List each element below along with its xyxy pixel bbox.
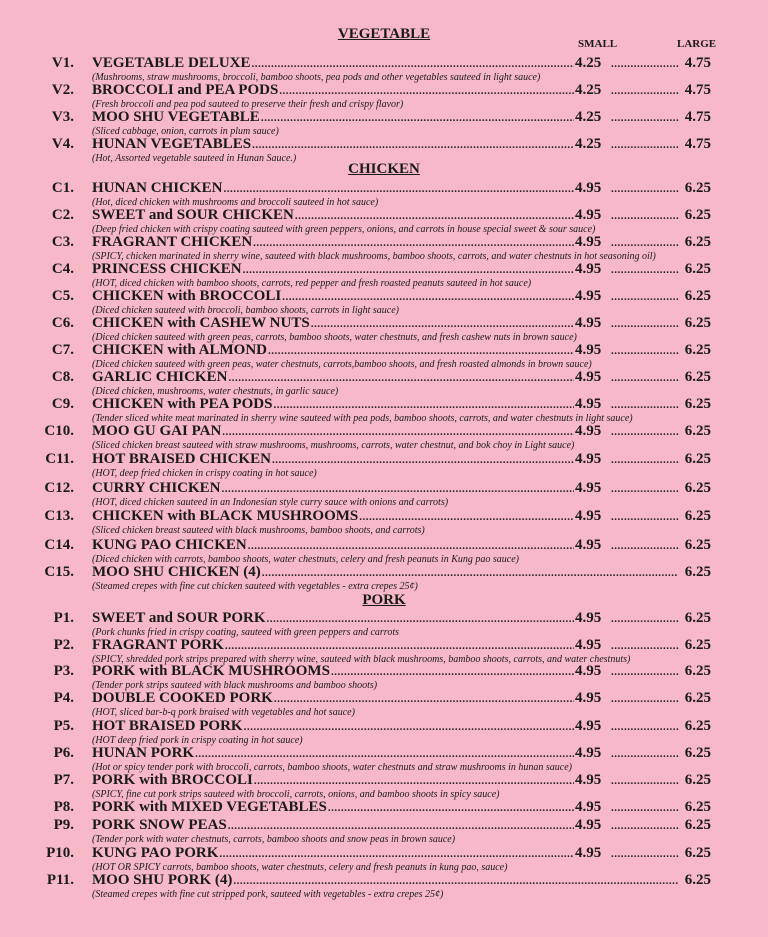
section-title: CHICKEN <box>348 161 420 177</box>
small-price: 4.95 <box>575 369 602 385</box>
item-code: P8. <box>53 799 74 815</box>
item-name: CURRY CHICKEN <box>92 480 221 496</box>
dot-leader <box>611 483 679 495</box>
item-row <box>92 369 711 386</box>
small-price: 4.95 <box>575 207 602 223</box>
small-price: 4.95 <box>575 637 602 653</box>
small-price: 4.95 <box>575 342 602 358</box>
item-description: (Sliced chicken breast sauteed with straw mushrooms, mushrooms, carrots, water chestnut, and bok choy in Light sauce) <box>92 440 575 451</box>
item-name: FRAGRANT PORK <box>92 637 224 653</box>
large-price: 6.25 <box>684 315 711 331</box>
item-name: HUNAN CHICKEN <box>92 180 223 196</box>
item-code: P4. <box>53 690 74 706</box>
large-price: 6.25 <box>684 480 711 496</box>
item-description: (Diced chicken with carrots, bamboo shoots, water chestnuts, celery and fresh peanuts in Kung pao sauce) <box>92 554 519 565</box>
large-price: 6.25 <box>684 564 711 580</box>
item-description: (Mushrooms, straw mushrooms, broccoli, bamboo shoots, pea pods and other vegetables sauteed in light sauce) <box>92 72 541 83</box>
item-name: CHICKEN with ALMOND <box>92 342 268 358</box>
large-price: 6.25 <box>684 872 711 888</box>
item-row <box>92 772 711 789</box>
large-price: 4.75 <box>684 136 711 152</box>
dot-leader <box>267 613 574 625</box>
dot-leader <box>611 210 679 222</box>
dot-leader <box>311 318 574 330</box>
item-description: (HOT, deep fried chicken in crispy coating in hot sauce) <box>92 468 317 479</box>
large-price: 6.25 <box>684 508 711 524</box>
item-code: P5. <box>53 718 74 734</box>
dot-leader <box>243 264 574 276</box>
dot-leader <box>611 721 679 733</box>
item-code: P3. <box>53 663 74 679</box>
item-code: P10. <box>46 845 74 861</box>
dot-leader <box>331 666 574 678</box>
large-price: 6.25 <box>684 845 711 861</box>
item-row <box>92 480 711 497</box>
item-code: V4. <box>51 136 74 152</box>
item-row <box>92 845 711 862</box>
item-description: (Pork chunks fried in crispy coating, sauteed with green peppers and carrots <box>92 627 399 638</box>
small-price: 4.95 <box>575 745 602 761</box>
item-row <box>92 451 711 468</box>
large-price: 6.25 <box>684 288 711 304</box>
small-price: 4.95 <box>575 480 602 496</box>
item-description: (SPICY, chicken marinated in sherry wine, sauteed with black mushrooms, bamboo shoots, carrots, and water chestnuts in hot seasoning oil) <box>92 251 656 262</box>
item-description: (Hot, Assorted vegetable sauteed in Hunan Sauce.) <box>92 153 297 164</box>
item-code: P9. <box>53 817 74 833</box>
large-price: 6.25 <box>684 207 711 223</box>
dot-leader <box>611 291 679 303</box>
dot-leader <box>225 640 574 652</box>
large-price: 6.25 <box>684 537 711 553</box>
dot-leader <box>611 802 679 814</box>
small-price: 4.95 <box>575 508 602 524</box>
item-name: CHICKEN with BLACK MUSHROOMS <box>92 508 359 524</box>
item-row <box>92 718 711 735</box>
item-row <box>92 690 711 707</box>
large-price: 6.25 <box>684 690 711 706</box>
item-code: P11. <box>46 872 74 888</box>
item-code: P6. <box>53 745 74 761</box>
dot-leader <box>611 264 679 276</box>
item-name: FRAGRANT CHICKEN <box>92 234 253 250</box>
dot-leader <box>611 426 679 438</box>
small-price: 4.95 <box>575 772 602 788</box>
item-name: MOO SHU CHICKEN (4) <box>92 564 261 580</box>
item-code: V1. <box>51 55 74 71</box>
item-code: C4. <box>51 261 74 277</box>
dot-leader <box>611 372 679 384</box>
dot-leader <box>611 820 679 832</box>
item-name: PORK SNOW PEAS <box>92 817 227 833</box>
item-name: HOT BRAISED CHICKEN <box>92 451 271 467</box>
small-price: 4.95 <box>575 845 602 861</box>
dot-leader <box>611 693 679 705</box>
dot-leader <box>262 567 678 579</box>
large-price: 6.25 <box>684 369 711 385</box>
item-name: HUNAN VEGETABLES <box>92 136 252 152</box>
small-price: 4.95 <box>575 537 602 553</box>
item-row <box>92 799 711 816</box>
item-name: KUNG PAO CHICKEN <box>92 537 247 553</box>
small-price: 4.95 <box>575 396 602 412</box>
item-code: C7. <box>51 342 74 358</box>
item-name: CHICKEN with BROCCOLI <box>92 288 282 304</box>
dot-leader <box>611 454 679 466</box>
small-price: 4.95 <box>575 718 602 734</box>
item-row <box>92 745 711 762</box>
item-name: SWEET and SOUR CHICKEN <box>92 207 294 223</box>
dot-leader <box>611 748 679 760</box>
large-price: 4.75 <box>684 82 711 98</box>
dot-leader <box>244 721 574 733</box>
dot-leader <box>219 848 574 860</box>
item-description: (Diced chicken sauteed with green peas, carrots, bamboo shoots, water chestnuts, and fresh cashew nuts in brown sauce) <box>92 332 577 343</box>
dot-leader <box>611 399 679 411</box>
small-price: 4.95 <box>575 663 602 679</box>
large-price: 6.25 <box>684 817 711 833</box>
dot-leader <box>328 802 574 814</box>
item-name: PORK with MIXED VEGETABLES <box>92 799 327 815</box>
item-row <box>92 872 711 889</box>
small-price: 4.95 <box>575 180 602 196</box>
item-row <box>92 207 711 224</box>
item-code: C12. <box>44 480 74 496</box>
item-description: (HOT, sliced bar-b-q pork braised with vegetables and hot sauce) <box>92 707 355 718</box>
dot-leader <box>261 112 574 124</box>
dot-leader <box>611 112 679 124</box>
large-price: 6.25 <box>684 772 711 788</box>
large-price: 6.25 <box>684 610 711 626</box>
dot-leader <box>611 613 679 625</box>
item-name: KUNG PAO PORK <box>92 845 219 861</box>
item-code: C8. <box>51 369 74 385</box>
item-row <box>92 396 711 413</box>
item-description: (Steamed crepes with fine cut chicken sauteed with vegetables - extra crepes 25¢) <box>92 581 418 592</box>
item-row <box>92 261 711 278</box>
large-price: 6.25 <box>684 718 711 734</box>
item-description: (Fresh broccoli and pea pod sauteed to preserve their fresh and crispy flavor) <box>92 99 404 110</box>
small-column-header: SMALL <box>578 38 618 50</box>
item-code: P1. <box>53 610 74 626</box>
item-row <box>92 610 711 627</box>
item-description: (Tender pork strips sauteed with black mushrooms and bamboo shoots) <box>92 680 378 691</box>
item-row <box>92 537 711 554</box>
dot-leader <box>611 345 679 357</box>
section-title: PORK <box>362 592 406 608</box>
dot-leader <box>611 85 679 97</box>
item-description: (Steamed crepes with fine cut stripped pork, sauteed with vegetables - extra crepes 25¢) <box>92 889 444 900</box>
large-column-header: LARGE <box>677 38 717 50</box>
item-row <box>92 136 711 153</box>
item-description: (HOT, diced chicken with bamboo shoots, carrots, red pepper and fresh roasted peanuts sauteed in hot sauce) <box>92 278 532 289</box>
section-title: VEGETABLE <box>337 26 431 42</box>
dot-leader <box>228 372 574 384</box>
dot-leader <box>195 748 574 760</box>
small-price: 4.95 <box>575 288 602 304</box>
item-code: P7. <box>53 772 74 788</box>
item-row <box>92 508 711 525</box>
item-name: VEGETABLE DELUXE <box>92 55 251 71</box>
item-name: CHICKEN with PEA PODS <box>92 396 273 412</box>
item-code: C10. <box>44 423 74 439</box>
small-price: 4.25 <box>575 82 602 98</box>
dot-leader <box>611 540 679 552</box>
dot-leader <box>295 210 574 222</box>
item-description: (HOT OR SPICY carrots, bamboo shoots, water chestnuts, celery and fresh peanuts in kung pao, sauce) <box>92 862 508 873</box>
item-row <box>92 817 711 834</box>
item-row <box>92 637 711 654</box>
item-code: C2. <box>51 207 74 223</box>
dot-leader <box>611 640 679 652</box>
large-price: 6.25 <box>684 261 711 277</box>
item-description: (Sliced cabbage, onion, carrots in plum sauce) <box>92 126 279 137</box>
dot-leader <box>248 540 574 552</box>
dot-leader <box>254 775 574 787</box>
item-code: V3. <box>51 109 74 125</box>
large-price: 6.25 <box>684 663 711 679</box>
item-code: C6. <box>51 315 74 331</box>
small-price: 4.95 <box>575 423 602 439</box>
small-price: 4.25 <box>575 109 602 125</box>
small-price: 4.95 <box>575 799 602 815</box>
item-description: (Tender pork with water chestnuts, carrots, bamboo shoots and snow peas in brown sauce) <box>92 834 456 845</box>
dot-leader <box>611 848 679 860</box>
large-price: 6.25 <box>684 180 711 196</box>
item-name: CHICKEN with CASHEW NUTS <box>92 315 310 331</box>
item-name: PORK with BROCCOLI <box>92 772 253 788</box>
dot-leader <box>611 58 679 70</box>
large-price: 6.25 <box>684 745 711 761</box>
item-name: MOO GU GAI PAN <box>92 423 222 439</box>
item-code: C15. <box>44 564 74 580</box>
item-code: V2. <box>51 82 74 98</box>
dot-leader <box>611 237 679 249</box>
item-row <box>92 288 711 305</box>
item-code: C14. <box>44 537 74 553</box>
dot-leader <box>233 875 678 887</box>
dot-leader <box>222 426 574 438</box>
small-price: 4.95 <box>575 315 602 331</box>
large-price: 6.25 <box>684 342 711 358</box>
item-code: C5. <box>51 288 74 304</box>
item-row <box>92 234 711 251</box>
item-code: C11. <box>45 451 74 467</box>
dot-leader <box>359 511 574 523</box>
item-description: (SPICY, shredded pork strips prepared with sherry wine, sauteed with black mushrooms, bamboo shoots, carrots, and water chestnuts) <box>92 654 631 665</box>
large-price: 6.25 <box>684 423 711 439</box>
item-description: (Diced chicken sauteed with broccoli, bamboo shoots, carrots in light sauce) <box>92 305 399 316</box>
dot-leader <box>611 183 679 195</box>
item-name: MOO SHU VEGETABLE <box>92 109 260 125</box>
dot-leader <box>223 183 574 195</box>
item-row <box>92 180 711 197</box>
dot-leader <box>253 237 574 249</box>
item-description: (Diced chicken, mushrooms, water chestnuts, in garlic sauce) <box>92 386 339 397</box>
dot-leader <box>228 820 574 832</box>
item-description: (Deep fried chicken with crispy coating sauteed with green peppers, onions, and carrots in house special sweet & sour sauce) <box>92 224 596 235</box>
item-description: (Sliced chicken breast sauteed with black mushrooms, bamboo shoots, and carrots) <box>92 525 425 536</box>
dot-leader <box>282 291 574 303</box>
large-price: 6.25 <box>684 396 711 412</box>
item-description: (Diced chicken sauteed with green peas, water chestnuts, carrots,bamboo shoots, and fresh roasted almonds in brown sauce) <box>92 359 592 370</box>
item-row <box>92 342 711 359</box>
small-price: 4.95 <box>575 261 602 277</box>
item-name: HUNAN PORK <box>92 745 195 761</box>
dot-leader <box>279 85 574 97</box>
item-name: DOUBLE COOKED PORK <box>92 690 273 706</box>
item-name: MOO SHU PORK (4) <box>92 872 233 888</box>
item-name: HOT BRAISED PORK <box>92 718 243 734</box>
large-price: 6.25 <box>684 234 711 250</box>
large-price: 4.75 <box>684 55 711 71</box>
small-price: 4.95 <box>575 817 602 833</box>
item-code: P2. <box>53 637 74 653</box>
dot-leader <box>611 666 679 678</box>
large-price: 6.25 <box>684 799 711 815</box>
item-row <box>92 315 711 332</box>
item-name: PORK with BLACK MUSHROOMS <box>92 663 330 679</box>
dot-leader <box>274 693 574 705</box>
item-row <box>92 423 711 440</box>
small-price: 4.25 <box>575 55 602 71</box>
item-name: PRINCESS CHICKEN <box>92 261 242 277</box>
small-price: 4.95 <box>575 234 602 250</box>
item-code: C13. <box>44 508 74 524</box>
item-description: (HOT, diced chicken sauteed in an Indonesian style curry sauce with onions and carrots) <box>92 497 449 508</box>
item-description: (HOT deep fried pork in crispy coating in hot sauce) <box>92 735 303 746</box>
dot-leader <box>252 139 574 151</box>
item-row <box>92 109 711 126</box>
item-row <box>92 55 711 72</box>
item-name: BROCCOLI and PEA PODS <box>92 82 279 98</box>
dot-leader <box>611 775 679 787</box>
dot-leader <box>222 483 574 495</box>
small-price: 4.95 <box>575 690 602 706</box>
small-price: 4.95 <box>575 610 602 626</box>
item-name: GARLIC CHICKEN <box>92 369 228 385</box>
dot-leader <box>273 399 574 411</box>
item-row <box>92 82 711 99</box>
item-code: C9. <box>51 396 74 412</box>
item-description: (Hot, diced chicken with mushrooms and broccoli sauteed in hot sauce) <box>92 197 379 208</box>
dot-leader <box>611 139 679 151</box>
dot-leader <box>252 58 574 70</box>
large-price: 4.75 <box>684 109 711 125</box>
large-price: 6.25 <box>684 637 711 653</box>
small-price: 4.25 <box>575 136 602 152</box>
item-description: (Tender sliced white meat marinated in sherry wine sauteed with pea pods, bamboo shoots, carrots, and water chestnuts in light sauce) <box>92 413 633 424</box>
dot-leader <box>611 318 679 330</box>
item-code: C3. <box>51 234 74 250</box>
large-price: 6.25 <box>684 451 711 467</box>
dot-leader <box>272 454 574 466</box>
item-description: (Hot or spicy tender pork with broccoli, carrots, bamboo shoots, water chestnuts and straw mushrooms in hunan sauce) <box>92 762 572 773</box>
small-price: 4.95 <box>575 451 602 467</box>
item-code: C1. <box>51 180 74 196</box>
item-name: SWEET and SOUR PORK <box>92 610 266 626</box>
dot-leader <box>611 511 679 523</box>
dot-leader <box>268 345 574 357</box>
item-row <box>92 663 711 680</box>
item-row <box>92 564 711 581</box>
item-description: (SPICY, fine cut pork strips sauteed with broccoli, carrots, onions, and bamboo shoots in spicy sauce) <box>92 789 500 800</box>
